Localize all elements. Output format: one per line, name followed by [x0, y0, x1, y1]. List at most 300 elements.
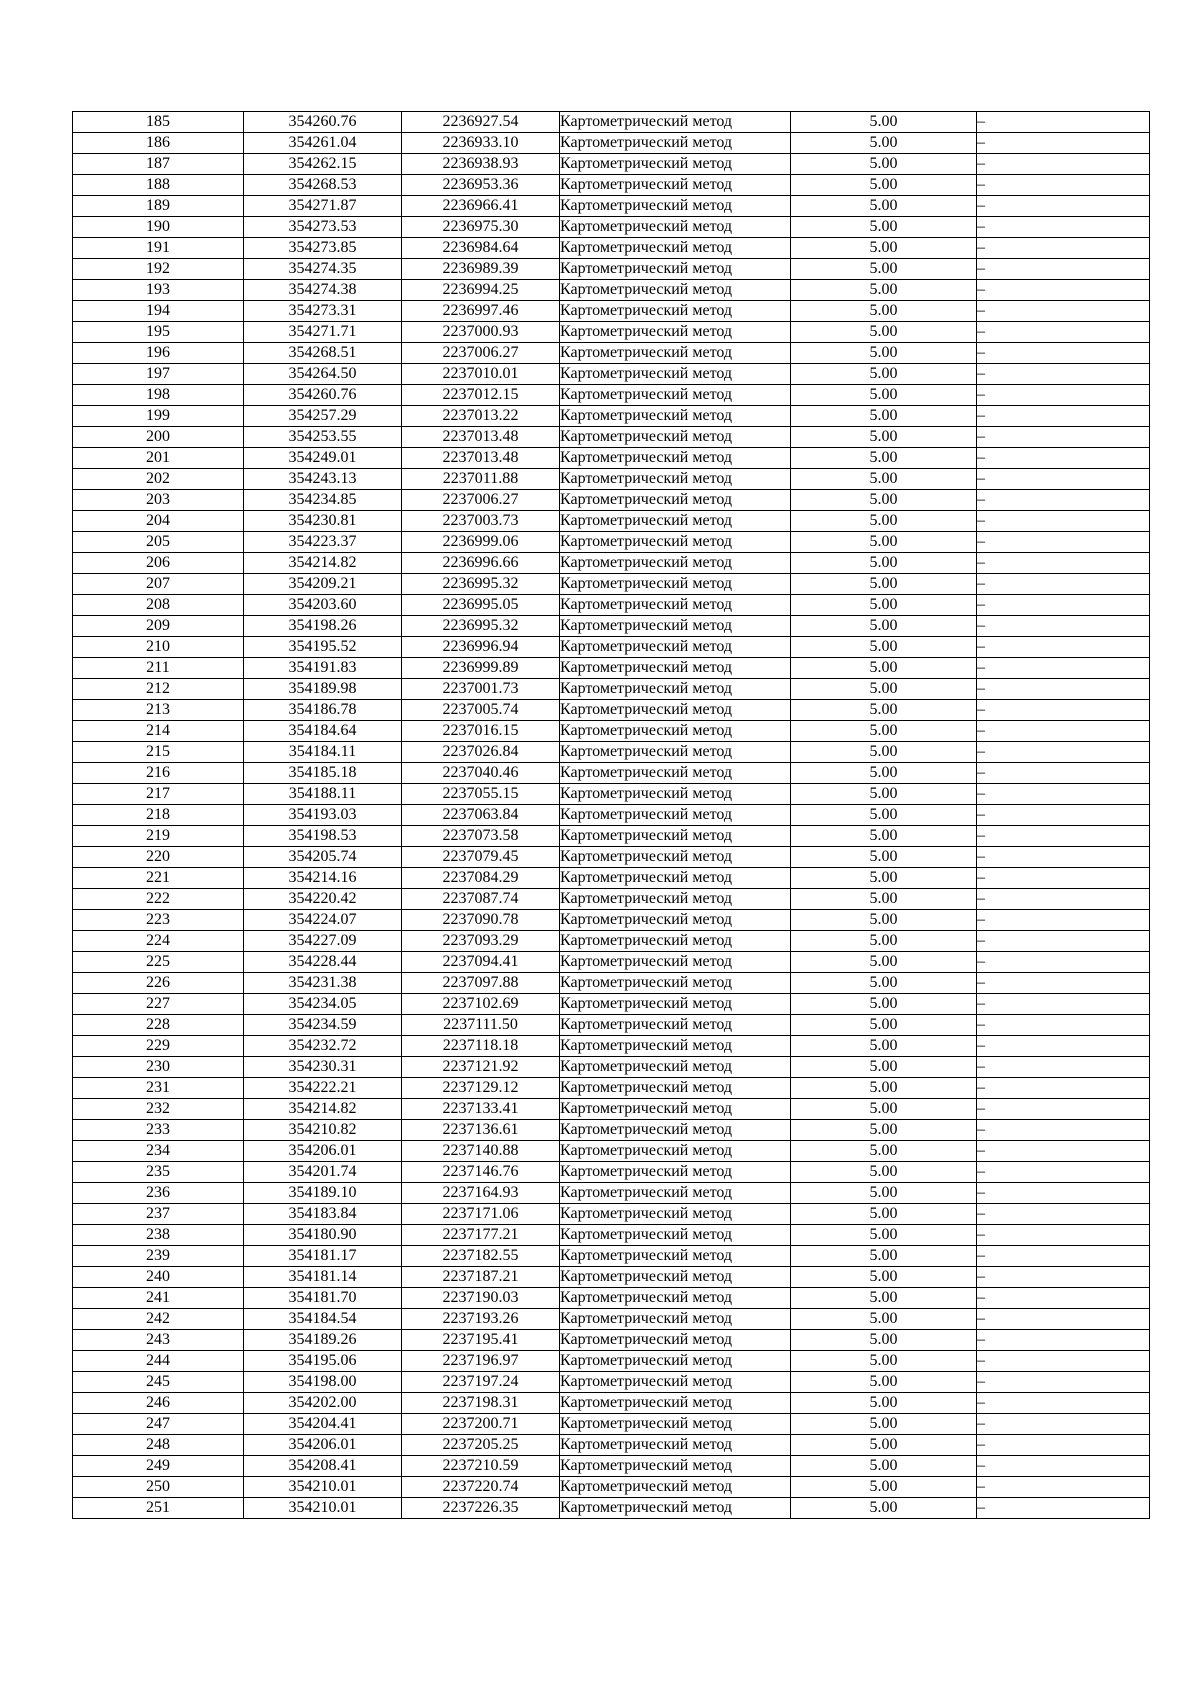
x-coordinate-cell: 354257.29 — [244, 406, 402, 427]
description-cell: – — [977, 217, 1150, 238]
table-row — [73, 700, 1150, 721]
table-row — [73, 469, 1150, 490]
point-number-cell: 251 — [73, 1498, 244, 1519]
y-coordinate-cell: 2237097.88 — [402, 973, 560, 994]
description-cell: – — [977, 1141, 1150, 1162]
method-cell: Картометрический метод — [560, 1477, 791, 1498]
point-number-cell: 239 — [73, 1246, 244, 1267]
accuracy-cell: 5.00 — [791, 637, 977, 658]
accuracy-cell: 5.00 — [791, 1183, 977, 1204]
description-cell: – — [977, 931, 1150, 952]
table-row — [73, 322, 1150, 343]
description-cell: – — [977, 175, 1150, 196]
table-row — [73, 574, 1150, 595]
table-row — [73, 532, 1150, 553]
y-coordinate-cell: 2237187.21 — [402, 1267, 560, 1288]
method-cell: Картометрический метод — [560, 301, 791, 322]
x-coordinate-cell: 354188.11 — [244, 784, 402, 805]
point-number-cell: 218 — [73, 805, 244, 826]
description-cell: – — [977, 742, 1150, 763]
description-cell: – — [977, 1309, 1150, 1330]
method-cell: Картометрический метод — [560, 616, 791, 637]
table-row — [73, 217, 1150, 238]
description-cell: – — [977, 1057, 1150, 1078]
method-cell: Картометрический метод — [560, 1141, 791, 1162]
table-row — [73, 364, 1150, 385]
point-number-cell: 237 — [73, 1204, 244, 1225]
x-coordinate-cell: 354184.54 — [244, 1309, 402, 1330]
description-cell: – — [977, 427, 1150, 448]
point-number-cell: 217 — [73, 784, 244, 805]
accuracy-cell: 5.00 — [791, 1036, 977, 1057]
table-row — [73, 1498, 1150, 1519]
method-cell: Картометрический метод — [560, 1351, 791, 1372]
table-row — [73, 1309, 1150, 1330]
table-row — [73, 1141, 1150, 1162]
method-cell: Картометрический метод — [560, 1372, 791, 1393]
table-row — [73, 1099, 1150, 1120]
accuracy-cell: 5.00 — [791, 448, 977, 469]
table-row — [73, 910, 1150, 931]
point-number-cell: 206 — [73, 553, 244, 574]
accuracy-cell: 5.00 — [791, 1162, 977, 1183]
accuracy-cell: 5.00 — [791, 784, 977, 805]
method-cell: Картометрический метод — [560, 1099, 791, 1120]
method-cell: Картометрический метод — [560, 1204, 791, 1225]
table-row — [73, 1267, 1150, 1288]
method-cell: Картометрический метод — [560, 994, 791, 1015]
x-coordinate-cell: 354210.01 — [244, 1498, 402, 1519]
y-coordinate-cell: 2237226.35 — [402, 1498, 560, 1519]
x-coordinate-cell: 354204.41 — [244, 1414, 402, 1435]
point-number-cell: 230 — [73, 1057, 244, 1078]
method-cell: Картометрический метод — [560, 868, 791, 889]
point-number-cell: 219 — [73, 826, 244, 847]
description-cell: – — [977, 1267, 1150, 1288]
accuracy-cell: 5.00 — [791, 973, 977, 994]
y-coordinate-cell: 2237090.78 — [402, 910, 560, 931]
x-coordinate-cell: 354234.59 — [244, 1015, 402, 1036]
method-cell: Картометрический метод — [560, 280, 791, 301]
point-number-cell: 216 — [73, 763, 244, 784]
accuracy-cell: 5.00 — [791, 721, 977, 742]
x-coordinate-cell: 354223.37 — [244, 532, 402, 553]
x-coordinate-cell: 354198.53 — [244, 826, 402, 847]
y-coordinate-cell: 2237171.06 — [402, 1204, 560, 1225]
description-cell: – — [977, 868, 1150, 889]
x-coordinate-cell: 354234.05 — [244, 994, 402, 1015]
description-cell: – — [977, 847, 1150, 868]
accuracy-cell: 5.00 — [791, 469, 977, 490]
point-number-cell: 231 — [73, 1078, 244, 1099]
point-number-cell: 220 — [73, 847, 244, 868]
coordinates-table — [72, 111, 1150, 1519]
accuracy-cell: 5.00 — [791, 301, 977, 322]
table-row — [73, 1477, 1150, 1498]
x-coordinate-cell: 354262.15 — [244, 154, 402, 175]
accuracy-cell: 5.00 — [791, 1414, 977, 1435]
table-row — [73, 973, 1150, 994]
x-coordinate-cell: 354260.76 — [244, 112, 402, 133]
accuracy-cell: 5.00 — [791, 1057, 977, 1078]
x-coordinate-cell: 354274.38 — [244, 280, 402, 301]
x-coordinate-cell: 354210.82 — [244, 1120, 402, 1141]
table-row — [73, 259, 1150, 280]
y-coordinate-cell: 2237197.24 — [402, 1372, 560, 1393]
accuracy-cell: 5.00 — [791, 1078, 977, 1099]
point-number-cell: 221 — [73, 868, 244, 889]
accuracy-cell: 5.00 — [791, 763, 977, 784]
table-row — [73, 994, 1150, 1015]
table-row — [73, 1288, 1150, 1309]
x-coordinate-cell: 354273.31 — [244, 301, 402, 322]
method-cell: Картометрический метод — [560, 1015, 791, 1036]
accuracy-cell: 5.00 — [791, 658, 977, 679]
accuracy-cell: 5.00 — [791, 1330, 977, 1351]
description-cell: – — [977, 1183, 1150, 1204]
accuracy-cell: 5.00 — [791, 511, 977, 532]
table-row — [73, 826, 1150, 847]
point-number-cell: 249 — [73, 1456, 244, 1477]
table-row — [73, 1393, 1150, 1414]
description-cell: – — [977, 406, 1150, 427]
y-coordinate-cell: 2237198.31 — [402, 1393, 560, 1414]
method-cell: Картометрический метод — [560, 196, 791, 217]
table-row — [73, 679, 1150, 700]
x-coordinate-cell: 354201.74 — [244, 1162, 402, 1183]
description-cell: – — [977, 784, 1150, 805]
point-number-cell: 240 — [73, 1267, 244, 1288]
accuracy-cell: 5.00 — [791, 805, 977, 826]
y-coordinate-cell: 2237121.92 — [402, 1057, 560, 1078]
y-coordinate-cell: 2237196.97 — [402, 1351, 560, 1372]
description-cell: – — [977, 133, 1150, 154]
accuracy-cell: 5.00 — [791, 259, 977, 280]
method-cell: Картометрический метод — [560, 595, 791, 616]
table-row — [73, 1057, 1150, 1078]
point-number-cell: 245 — [73, 1372, 244, 1393]
point-number-cell: 211 — [73, 658, 244, 679]
method-cell: Картометрический метод — [560, 847, 791, 868]
x-coordinate-cell: 354181.14 — [244, 1267, 402, 1288]
accuracy-cell: 5.00 — [791, 1351, 977, 1372]
y-coordinate-cell: 2237195.41 — [402, 1330, 560, 1351]
description-cell: – — [977, 532, 1150, 553]
x-coordinate-cell: 354189.26 — [244, 1330, 402, 1351]
description-cell: – — [977, 658, 1150, 679]
point-number-cell: 214 — [73, 721, 244, 742]
x-coordinate-cell: 354268.51 — [244, 343, 402, 364]
description-cell: – — [977, 763, 1150, 784]
accuracy-cell: 5.00 — [791, 952, 977, 973]
x-coordinate-cell: 354189.98 — [244, 679, 402, 700]
accuracy-cell: 5.00 — [791, 238, 977, 259]
x-coordinate-cell: 354193.03 — [244, 805, 402, 826]
y-coordinate-cell: 2237200.71 — [402, 1414, 560, 1435]
y-coordinate-cell: 2236995.32 — [402, 574, 560, 595]
table-row — [73, 595, 1150, 616]
accuracy-cell: 5.00 — [791, 868, 977, 889]
x-coordinate-cell: 354271.71 — [244, 322, 402, 343]
point-number-cell: 209 — [73, 616, 244, 637]
table-row — [73, 238, 1150, 259]
method-cell: Картометрический метод — [560, 973, 791, 994]
accuracy-cell: 5.00 — [791, 679, 977, 700]
x-coordinate-cell: 354210.01 — [244, 1477, 402, 1498]
accuracy-cell: 5.00 — [791, 175, 977, 196]
method-cell: Картометрический метод — [560, 532, 791, 553]
accuracy-cell: 5.00 — [791, 931, 977, 952]
accuracy-cell: 5.00 — [791, 910, 977, 931]
description-cell: – — [977, 1162, 1150, 1183]
table-row — [73, 1036, 1150, 1057]
description-cell: – — [977, 700, 1150, 721]
table-row — [73, 553, 1150, 574]
y-coordinate-cell: 2236966.41 — [402, 196, 560, 217]
accuracy-cell: 5.00 — [791, 280, 977, 301]
description-cell: – — [977, 1351, 1150, 1372]
table-row — [73, 868, 1150, 889]
method-cell: Картометрический метод — [560, 637, 791, 658]
method-cell: Картометрический метод — [560, 679, 791, 700]
description-cell: – — [977, 1435, 1150, 1456]
accuracy-cell: 5.00 — [791, 154, 977, 175]
point-number-cell: 228 — [73, 1015, 244, 1036]
accuracy-cell: 5.00 — [791, 532, 977, 553]
y-coordinate-cell: 2237013.48 — [402, 448, 560, 469]
accuracy-cell: 5.00 — [791, 616, 977, 637]
accuracy-cell: 5.00 — [791, 553, 977, 574]
description-cell: – — [977, 637, 1150, 658]
x-coordinate-cell: 354203.60 — [244, 595, 402, 616]
description-cell: – — [977, 259, 1150, 280]
y-coordinate-cell: 2237193.26 — [402, 1309, 560, 1330]
x-coordinate-cell: 354234.85 — [244, 490, 402, 511]
y-coordinate-cell: 2237210.59 — [402, 1456, 560, 1477]
method-cell: Картометрический метод — [560, 406, 791, 427]
method-cell: Картометрический метод — [560, 427, 791, 448]
method-cell: Картометрический метод — [560, 1498, 791, 1519]
table-row — [73, 385, 1150, 406]
table-row — [73, 196, 1150, 217]
description-cell: – — [977, 1393, 1150, 1414]
point-number-cell: 234 — [73, 1141, 244, 1162]
description-cell: – — [977, 301, 1150, 322]
method-cell: Картометрический метод — [560, 1267, 791, 1288]
description-cell: – — [977, 805, 1150, 826]
y-coordinate-cell: 2237003.73 — [402, 511, 560, 532]
point-number-cell: 197 — [73, 364, 244, 385]
method-cell: Картометрический метод — [560, 889, 791, 910]
accuracy-cell: 5.00 — [791, 112, 977, 133]
method-cell: Картометрический метод — [560, 784, 791, 805]
method-cell: Картометрический метод — [560, 343, 791, 364]
y-coordinate-cell: 2236994.25 — [402, 280, 560, 301]
method-cell: Картометрический метод — [560, 805, 791, 826]
method-cell: Картометрический метод — [560, 259, 791, 280]
x-coordinate-cell: 354220.42 — [244, 889, 402, 910]
accuracy-cell: 5.00 — [791, 1393, 977, 1414]
x-coordinate-cell: 354268.53 — [244, 175, 402, 196]
description-cell: – — [977, 595, 1150, 616]
description-cell: – — [977, 280, 1150, 301]
point-number-cell: 250 — [73, 1477, 244, 1498]
table-row — [73, 721, 1150, 742]
description-cell: – — [977, 343, 1150, 364]
y-coordinate-cell: 2236984.64 — [402, 238, 560, 259]
method-cell: Картометрический метод — [560, 553, 791, 574]
description-cell: – — [977, 994, 1150, 1015]
description-cell: – — [977, 1120, 1150, 1141]
method-cell: Картометрический метод — [560, 826, 791, 847]
x-coordinate-cell: 354232.72 — [244, 1036, 402, 1057]
method-cell: Картометрический метод — [560, 133, 791, 154]
y-coordinate-cell: 2237146.76 — [402, 1162, 560, 1183]
x-coordinate-cell: 354198.00 — [244, 1372, 402, 1393]
point-number-cell: 202 — [73, 469, 244, 490]
table-row — [73, 616, 1150, 637]
point-number-cell: 191 — [73, 238, 244, 259]
description-cell: – — [977, 1225, 1150, 1246]
accuracy-cell: 5.00 — [791, 490, 977, 511]
table-row — [73, 805, 1150, 826]
x-coordinate-cell: 354271.87 — [244, 196, 402, 217]
method-cell: Картометрический метод — [560, 154, 791, 175]
description-cell: – — [977, 952, 1150, 973]
table-row — [73, 1225, 1150, 1246]
point-number-cell: 200 — [73, 427, 244, 448]
x-coordinate-cell: 354209.21 — [244, 574, 402, 595]
y-coordinate-cell: 2237084.29 — [402, 868, 560, 889]
x-coordinate-cell: 354205.74 — [244, 847, 402, 868]
x-coordinate-cell: 354183.84 — [244, 1204, 402, 1225]
y-coordinate-cell: 2237177.21 — [402, 1225, 560, 1246]
description-cell: – — [977, 553, 1150, 574]
point-number-cell: 247 — [73, 1414, 244, 1435]
y-coordinate-cell: 2237220.74 — [402, 1477, 560, 1498]
method-cell: Картометрический метод — [560, 322, 791, 343]
description-cell: – — [977, 1456, 1150, 1477]
table-row — [73, 1330, 1150, 1351]
x-coordinate-cell: 354231.38 — [244, 973, 402, 994]
table-row — [73, 427, 1150, 448]
table-row — [73, 301, 1150, 322]
point-number-cell: 204 — [73, 511, 244, 532]
method-cell: Картометрический метод — [560, 1162, 791, 1183]
description-cell: – — [977, 1288, 1150, 1309]
y-coordinate-cell: 2237026.84 — [402, 742, 560, 763]
method-cell: Картометрический метод — [560, 700, 791, 721]
y-coordinate-cell: 2237016.15 — [402, 721, 560, 742]
y-coordinate-cell: 2237005.74 — [402, 700, 560, 721]
table-row — [73, 784, 1150, 805]
y-coordinate-cell: 2237133.41 — [402, 1099, 560, 1120]
point-number-cell: 232 — [73, 1099, 244, 1120]
method-cell: Картометрический метод — [560, 469, 791, 490]
method-cell: Картометрический метод — [560, 112, 791, 133]
point-number-cell: 190 — [73, 217, 244, 238]
table-row — [73, 952, 1150, 973]
method-cell: Картометрический метод — [560, 1057, 791, 1078]
accuracy-cell: 5.00 — [791, 1225, 977, 1246]
description-cell: – — [977, 1015, 1150, 1036]
y-coordinate-cell: 2237102.69 — [402, 994, 560, 1015]
method-cell: Картометрический метод — [560, 175, 791, 196]
x-coordinate-cell: 354181.70 — [244, 1288, 402, 1309]
y-coordinate-cell: 2237136.61 — [402, 1120, 560, 1141]
x-coordinate-cell: 354189.10 — [244, 1183, 402, 1204]
x-coordinate-cell: 354214.82 — [244, 553, 402, 574]
accuracy-cell: 5.00 — [791, 1309, 977, 1330]
table-row — [73, 637, 1150, 658]
accuracy-cell: 5.00 — [791, 700, 977, 721]
table-row — [73, 343, 1150, 364]
point-number-cell: 229 — [73, 1036, 244, 1057]
table-row — [73, 133, 1150, 154]
accuracy-cell: 5.00 — [791, 595, 977, 616]
table-row — [73, 1183, 1150, 1204]
x-coordinate-cell: 354186.78 — [244, 700, 402, 721]
y-coordinate-cell: 2237013.22 — [402, 406, 560, 427]
method-cell: Картометрический метод — [560, 910, 791, 931]
accuracy-cell: 5.00 — [791, 994, 977, 1015]
table-row — [73, 1204, 1150, 1225]
table-row — [73, 1372, 1150, 1393]
x-coordinate-cell: 354230.31 — [244, 1057, 402, 1078]
y-coordinate-cell: 2237140.88 — [402, 1141, 560, 1162]
point-number-cell: 199 — [73, 406, 244, 427]
point-number-cell: 212 — [73, 679, 244, 700]
y-coordinate-cell: 2237006.27 — [402, 343, 560, 364]
method-cell: Картометрический метод — [560, 658, 791, 679]
accuracy-cell: 5.00 — [791, 1015, 977, 1036]
point-number-cell: 222 — [73, 889, 244, 910]
x-coordinate-cell: 354180.90 — [244, 1225, 402, 1246]
point-number-cell: 248 — [73, 1435, 244, 1456]
point-number-cell: 210 — [73, 637, 244, 658]
x-coordinate-cell: 354184.11 — [244, 742, 402, 763]
description-cell: – — [977, 112, 1150, 133]
table-row — [73, 406, 1150, 427]
description-cell: – — [977, 154, 1150, 175]
table-row — [73, 112, 1150, 133]
x-coordinate-cell: 354214.16 — [244, 868, 402, 889]
method-cell: Картометрический метод — [560, 1330, 791, 1351]
x-coordinate-cell: 354198.26 — [244, 616, 402, 637]
description-cell: – — [977, 973, 1150, 994]
point-number-cell: 243 — [73, 1330, 244, 1351]
description-cell: – — [977, 889, 1150, 910]
table-row — [73, 175, 1150, 196]
method-cell: Картометрический метод — [560, 763, 791, 784]
accuracy-cell: 5.00 — [791, 847, 977, 868]
y-coordinate-cell: 2237010.01 — [402, 364, 560, 385]
table-row — [73, 847, 1150, 868]
table-row — [73, 1015, 1150, 1036]
description-cell: – — [977, 196, 1150, 217]
description-cell: – — [977, 826, 1150, 847]
point-number-cell: 227 — [73, 994, 244, 1015]
method-cell: Картометрический метод — [560, 490, 791, 511]
point-number-cell: 205 — [73, 532, 244, 553]
description-cell: – — [977, 1246, 1150, 1267]
y-coordinate-cell: 2236996.94 — [402, 637, 560, 658]
description-cell: – — [977, 1099, 1150, 1120]
y-coordinate-cell: 2237001.73 — [402, 679, 560, 700]
y-coordinate-cell: 2237011.88 — [402, 469, 560, 490]
accuracy-cell: 5.00 — [791, 427, 977, 448]
y-coordinate-cell: 2236938.93 — [402, 154, 560, 175]
